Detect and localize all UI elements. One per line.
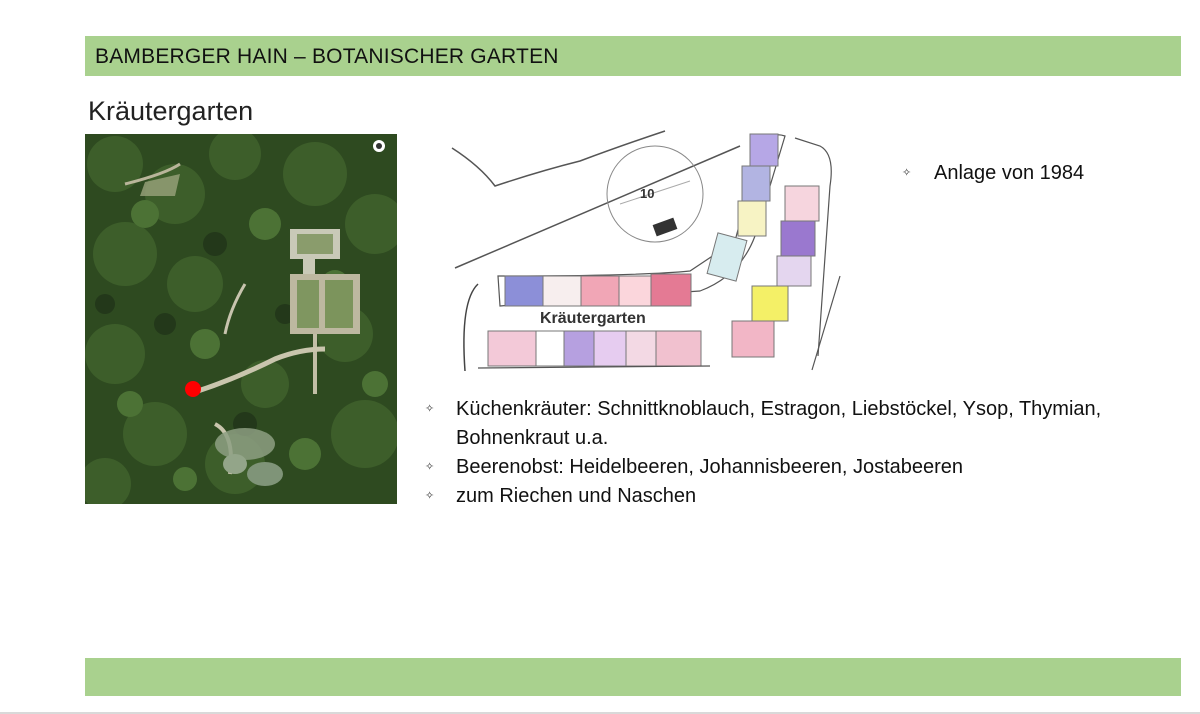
- bullet-list: [425, 395, 1165, 511]
- side-note-text: Anlage von 1984: [934, 162, 1085, 184]
- section-title: Kräutergarten: [88, 96, 254, 126]
- list-item-text: Küchenkräuter: Schnittknoblauch, Estragon, Liebstöckel, Ysop, Thymian, Bohnenkraut u.a.: [456, 398, 1102, 449]
- svg-text:10: 10: [640, 186, 655, 201]
- diamond-dot-bullet-icon: ✧: [425, 461, 435, 473]
- garden-plan-graphic: [440, 126, 860, 372]
- side-note-item: [902, 159, 1084, 187]
- aerial-photo-graphic: [85, 134, 397, 504]
- diamond-dot-bullet-icon: ✧: [425, 490, 435, 502]
- footer-bar: [85, 658, 1181, 696]
- diamond-dot-bullet-icon: ✧: [425, 403, 435, 415]
- slide-title: BAMBERGER HAIN – BOTANISCHER GARTEN: [95, 45, 559, 68]
- list-item: [425, 453, 1165, 482]
- list-item-text: zum Riechen und Naschen: [456, 485, 697, 507]
- svg-text:Kräutergarten: Kräutergarten: [540, 310, 646, 327]
- list-item: [425, 395, 1165, 453]
- list-item-text: Beerenobst: Heidelbeeren, Johannisbeeren, Jostabeeren: [456, 456, 964, 478]
- location-dot-icon: [185, 381, 201, 397]
- side-note-list: [902, 159, 1084, 187]
- garden-plan-sketch: [440, 126, 860, 372]
- list-item: [425, 482, 1165, 511]
- diamond-dot-bullet-icon: ✧: [902, 167, 912, 179]
- aerial-photo: [85, 134, 397, 504]
- header-bar: [85, 36, 1181, 76]
